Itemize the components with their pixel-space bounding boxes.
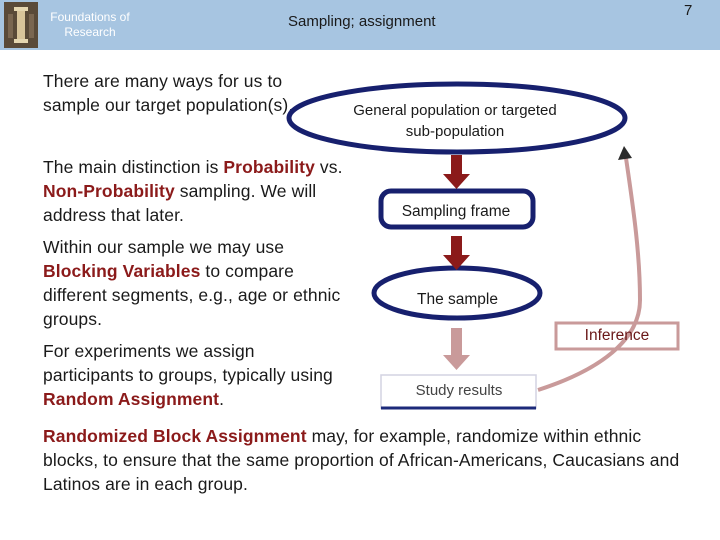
term-random-assignment: Random Assignment <box>43 389 220 409</box>
arrow-population-to-frame <box>443 155 470 189</box>
text: to compare different segments, e.g., age or ethnic groups. <box>43 261 341 329</box>
course-name: Foundations of Research <box>50 10 130 39</box>
study-results-label: Study results <box>415 382 503 399</box>
term-probability: Probability <box>223 157 315 177</box>
inference-curve <box>538 158 640 390</box>
text: sampling. We will address that later. <box>43 181 317 225</box>
sampling-frame-label: Sampling frame <box>401 203 511 220</box>
arrow-frame-to-sample <box>443 236 470 270</box>
sample-label: The sample <box>417 291 498 308</box>
slide-number: 7 <box>684 2 693 19</box>
term-randomized-block-assignment: Randomized Block Assignment <box>43 426 307 446</box>
text: The main distinction is <box>43 157 224 177</box>
text: Within our sample we may use <box>43 237 285 257</box>
text: For experiments we assign participants to groups, typically using <box>43 341 333 385</box>
term-non-probability: Non-Probability <box>43 181 175 201</box>
text: . <box>219 389 225 409</box>
population-label: General population or targeted sub-population <box>353 102 557 140</box>
arrow-sample-to-results <box>443 328 470 370</box>
term-blocking-variables: Blocking Variables <box>43 261 201 281</box>
inference-curve-arrowhead <box>618 146 632 160</box>
paragraph-sampling-ways: There are many ways for us to sample our target population(s). <box>43 71 294 115</box>
text: may, for example, randomize within ethnic blocks, to ensure that the same proportion of African-Americans, Caucasians and Latinos are in each group. <box>43 426 680 494</box>
text: vs. <box>314 157 343 177</box>
slide-title: Sampling; assignment <box>288 13 436 30</box>
inference-label: Inference <box>584 327 650 344</box>
